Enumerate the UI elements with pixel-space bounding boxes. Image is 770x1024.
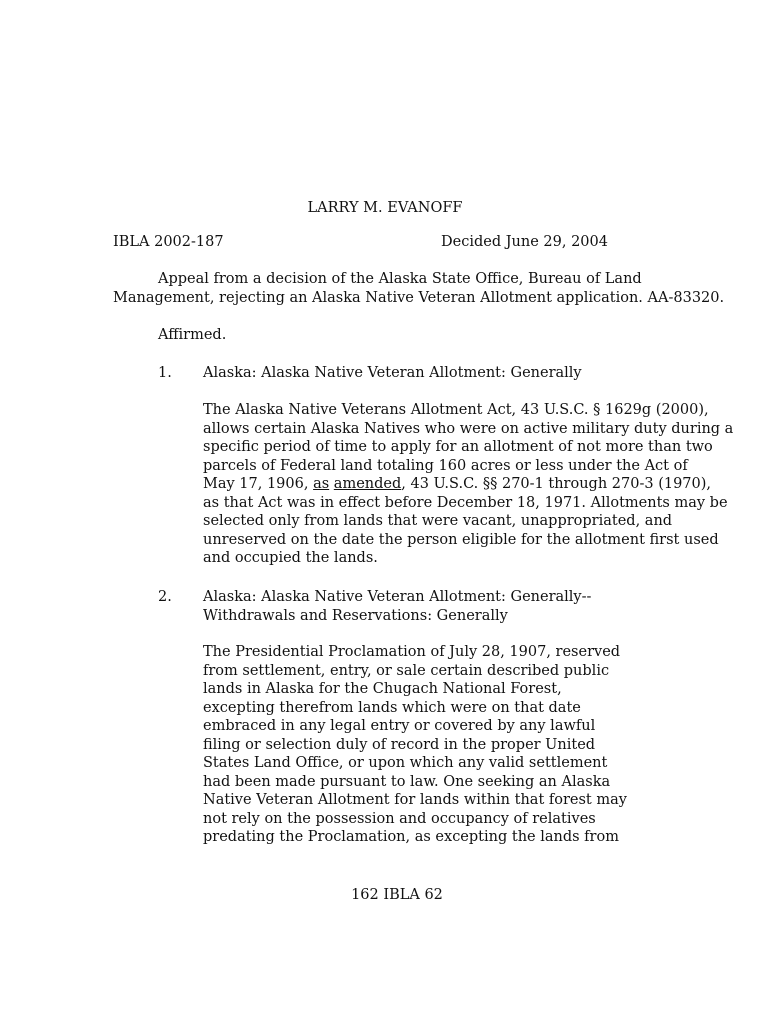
- decision-date: Decided June 29, 2004: [441, 234, 608, 250]
- disposition: Affirmed.: [158, 327, 227, 343]
- headnote-1-line: selected only from lands that were vacant, unappropriated, and: [203, 513, 673, 529]
- text-fragment: May 17, 1906,: [203, 476, 314, 492]
- headnote-1-line: parcels of Federal land totaling 160 acres or less under the Act of: [203, 457, 688, 474]
- headnote-2-topic-line: Withdrawals and Reservations: Generally: [203, 607, 508, 624]
- headnote-2-topic-line: Alaska: Alaska Native Veteran Allotment: Generally--: [203, 589, 592, 605]
- headnote-2-line: predating the Proclamation, as excepting the lands from: [203, 829, 619, 845]
- headnote-1-line: unreserved on the date the person eligible for the allotment first used: [203, 531, 719, 548]
- headnote-2-line: The Presidential Proclamation of July 28, 1907, reserved: [203, 644, 621, 660]
- headnote-1-line: allows certain Alaska Natives who were on active military duty during a: [203, 420, 734, 437]
- headnote-1-topic: Alaska: Alaska Native Veteran Allotment: Generally: [203, 365, 582, 381]
- headnote-1-body: [203, 401, 733, 568]
- headnote-1-line: specific period of time to apply for an allotment of not more than two: [203, 439, 713, 455]
- underlined-amended: amended: [333, 476, 402, 492]
- headnote-1-line: and occupied the lands.: [203, 550, 378, 566]
- text-fragment: , 43 U.S.C. §§ 270-1 through 270-3 (1970),: [401, 476, 712, 492]
- case-title: LARRY M. EVANOFF: [307, 200, 463, 216]
- headnote-2-body: [203, 643, 627, 847]
- headnote-1-number: 1.: [158, 365, 172, 381]
- appeal-line-1: Appeal from a decision of the Alaska State Office, Bureau of Land: [158, 271, 642, 287]
- headnote-1-line: as that Act was in effect before December 18, 1971. Allotments may be: [203, 494, 728, 511]
- headnote-2-line: Native Veteran Allotment for lands within that forest may: [203, 792, 627, 808]
- headnote-2-line: filing or selection duly of record in the proper United: [203, 736, 596, 753]
- page-footer: 162 IBLA 62: [351, 887, 443, 903]
- headnote-1-line-amended: [203, 475, 733, 494]
- headnote-2-line: excepting therefrom lands which were on that date: [203, 699, 581, 716]
- headnote-2-topic: [203, 588, 591, 625]
- headnote-2-line: from settlement, entry, or sale certain described public: [203, 662, 610, 679]
- headnote-2-line: States Land Office, or upon which any valid settlement: [203, 755, 608, 771]
- headnote-2-line: lands in Alaska for the Chugach National Forest,: [203, 681, 562, 697]
- appeal-summary: [113, 270, 724, 307]
- headnote-1-line: The Alaska Native Veterans Allotment Act, 43 U.S.C. § 1629g (2000),: [203, 402, 709, 418]
- underlined-as: as: [313, 476, 330, 492]
- docket-number: IBLA 2002-187: [113, 234, 224, 250]
- headnote-2-line: had been made pursuant to law. One seeking an Alaska: [203, 773, 611, 790]
- headnote-2-line: embraced in any legal entry or covered by any lawful: [203, 718, 596, 734]
- headnote-2-line: not rely on the possession and occupancy of relatives: [203, 810, 596, 827]
- appeal-line-2: Management, rejecting an Alaska Native Veteran Allotment application. AA-83320.: [113, 289, 725, 306]
- headnote-2-number: 2.: [158, 589, 172, 605]
